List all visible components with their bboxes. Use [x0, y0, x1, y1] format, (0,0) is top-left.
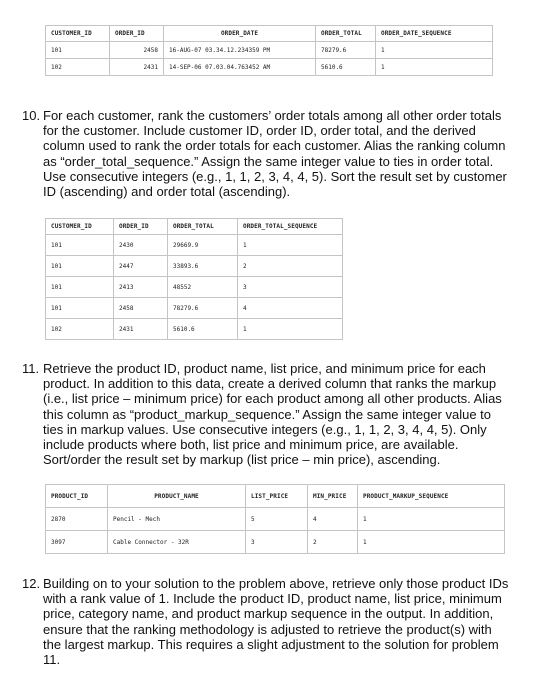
- table-cell: 2458: [110, 42, 164, 59]
- question-number: 11.: [22, 361, 40, 376]
- table-header-row: [46, 219, 343, 235]
- table-cell: 2413: [114, 277, 168, 298]
- orders-date-sequence-table: [45, 25, 493, 76]
- table-cell: 1: [376, 59, 493, 76]
- table-cell: 102: [46, 59, 110, 76]
- column-header: PRODUCT_ID: [46, 485, 108, 508]
- table-cell: 48552: [168, 277, 238, 298]
- table-cell: 2870: [46, 508, 108, 531]
- table-cell: 2430: [114, 235, 168, 256]
- table-header-row: [46, 485, 505, 508]
- table-cell: 2: [308, 531, 358, 554]
- question-text: Building on to your solution to the problem above, retrieve only those product IDs with a rank value of 1. Include the product ID, product name, list price, minimum price, category name, and product markup sequence in the output. In addition, ensure that the ranking methodology is adjusted to retrieve the product(s) with the largest markup. This requires a slight adjustment to the solution for problem 11.: [43, 576, 509, 668]
- table-header-row: [46, 26, 493, 42]
- column-header: CUSTOMER_ID: [46, 219, 114, 235]
- table-cell: 1: [238, 319, 343, 340]
- table-cell: 101: [46, 42, 110, 59]
- column-header: ORDER_DATE_SEQUENCE: [376, 26, 493, 42]
- column-header: CUSTOMER_ID: [46, 26, 110, 42]
- table-cell: 3: [246, 531, 308, 554]
- column-header: PRODUCT_NAME: [108, 485, 246, 508]
- table-row: [46, 256, 343, 277]
- table-cell: 102: [46, 319, 114, 340]
- table-cell: 33893.6: [168, 256, 238, 277]
- table-cell: 101: [46, 256, 114, 277]
- table-cell: 101: [46, 298, 114, 319]
- question-text: Retrieve the product ID, product name, list price, and minimum price for each product. In addition to this data, create a derived column that ranks the markup (i.e., list price – minimum price) for each product among all other products. Alias this column as “product_markup_sequence.” Assign the same integer value to ties in markup values. Use consecutive integers (e.g., 1, 1, 2, 3, 4, 4, 5). Only include products where both, list price and minimum price, are available. Sort/order the result set by markup (list price – min price), ascending.: [43, 361, 502, 468]
- column-header: ORDER_ID: [114, 219, 168, 235]
- table-cell: 5: [246, 508, 308, 531]
- table-row: [46, 59, 493, 76]
- table-cell: 2458: [114, 298, 168, 319]
- question-number: 12.: [22, 576, 41, 591]
- column-header: ORDER_ID: [110, 26, 164, 42]
- table-cell: Pencil - Mech: [108, 508, 246, 531]
- table-cell: 3097: [46, 531, 108, 554]
- table-cell: 5610.6: [168, 319, 238, 340]
- table-cell: 2: [238, 256, 343, 277]
- table-row: [46, 531, 505, 554]
- column-header: ORDER_TOTAL: [316, 26, 376, 42]
- table-cell: 29669.9: [168, 235, 238, 256]
- table-cell: 4: [238, 298, 343, 319]
- table-cell: 5610.6: [316, 59, 376, 76]
- table-cell: Cable Connector - 32R: [108, 531, 246, 554]
- order-total-sequence-table: [45, 218, 343, 340]
- product-markup-sequence-table: [45, 484, 505, 554]
- table-cell: 1: [376, 42, 493, 59]
- column-header: MIN_PRICE: [308, 485, 358, 508]
- table-row: [46, 277, 343, 298]
- table-cell: 1: [358, 508, 505, 531]
- table-row: [46, 319, 343, 340]
- table-row: [46, 508, 505, 531]
- table-row: [46, 298, 343, 319]
- table-cell: 3: [238, 277, 343, 298]
- table-row: [46, 235, 343, 256]
- question-number: 10.: [22, 108, 41, 123]
- table-cell: 1: [358, 531, 505, 554]
- table-cell: 16-AUG-07 03.34.12.234359 PM: [164, 42, 316, 59]
- table-cell: 4: [308, 508, 358, 531]
- question-text: For each customer, rank the customers’ order totals among all other order totals for the customer. Include customer ID, order ID, order total, and the derived column used to rank the order totals for each customer. Alias the ranking column as “order_total_sequence.” Assign the same integer value to ties in order total. Use consecutive integers (e.g., 1, 1, 2, 3, 4, 4, 5). Sort the result set by customer ID (ascending) and order total (ascending).: [43, 108, 507, 200]
- table-cell: 78279.6: [316, 42, 376, 59]
- table-cell: 14-SEP-06 07.03.04.763452 AM: [164, 59, 316, 76]
- table-cell: 1: [238, 235, 343, 256]
- table-cell: 78279.6: [168, 298, 238, 319]
- table-row: [46, 42, 493, 59]
- column-header: LIST_PRICE: [246, 485, 308, 508]
- table-cell: 101: [46, 235, 114, 256]
- column-header: ORDER_DATE: [164, 26, 316, 42]
- table-cell: 101: [46, 277, 114, 298]
- table-cell: 2431: [114, 319, 168, 340]
- table-cell: 2431: [110, 59, 164, 76]
- column-header: ORDER_TOTAL: [168, 219, 238, 235]
- column-header: ORDER_TOTAL_SEQUENCE: [238, 219, 343, 235]
- column-header: PRODUCT_MARKUP_SEQUENCE: [358, 485, 505, 508]
- table-cell: 2447: [114, 256, 168, 277]
